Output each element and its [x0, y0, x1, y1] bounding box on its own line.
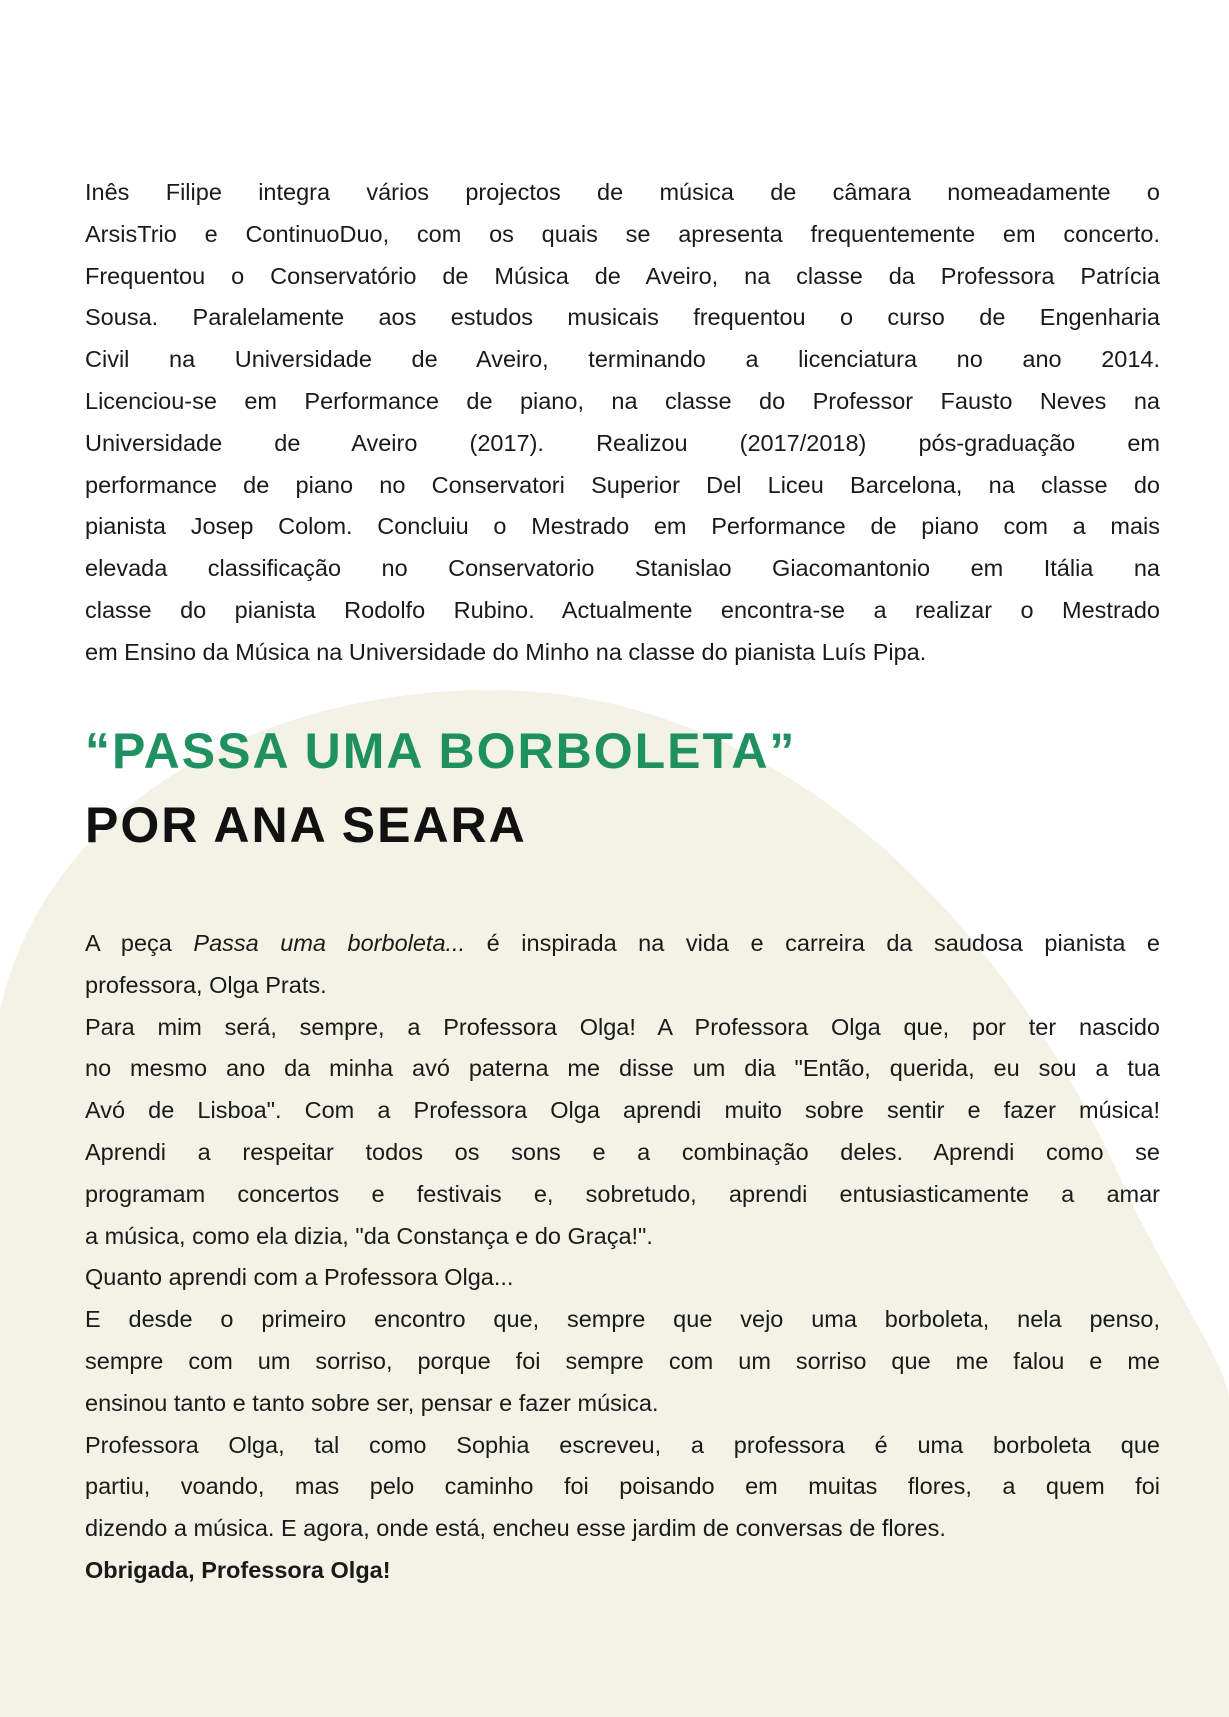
text-span: é inspirada na vida e carreira da saudosa pianista e	[465, 930, 1160, 956]
text-line: E desde o primeiro encontro que, sempre que vejo uma borboleta, nela penso,	[85, 1306, 1160, 1333]
text-line: professora, Olga Prats.	[85, 971, 327, 998]
text-line: ensinou tanto e tanto sobre ser, pensar e fazer música.	[85, 1389, 659, 1416]
text-line: classe do pianista Rodolfo Rubino. Actualmente encontra-se a realizar o Mestrado	[85, 596, 1160, 623]
text-line: Avó de Lisboa". Com a Professora Olga aprendi muito sobre sentir e fazer música!	[85, 1097, 1160, 1124]
section-byline: POR ANA SEARA	[85, 797, 527, 853]
text-line: Civil na Universidade de Aveiro, terminando a licenciatura no ano 2014.	[85, 346, 1160, 373]
text-line: elevada classificação no Conservatorio Stanislao Giacomantonio em Itália na	[85, 555, 1160, 582]
text-line: pianista Josep Colom. Concluiu o Mestrado em Performance de piano com a mais	[85, 513, 1160, 540]
closing-text: Obrigada, Professora Olga!	[85, 1556, 391, 1583]
text-line	[85, 923, 1160, 965]
text-line: em Ensino da Música na Universidade do Minho na classe do pianista Luís Pipa.	[85, 638, 927, 665]
text-line: ArsisTrio e ContinuoDuo, com os quais se apresenta frequentemente em concerto.	[85, 220, 1160, 247]
text-span: A peça	[85, 930, 194, 956]
text-line: Quanto aprendi com a Professora Olga...	[85, 1264, 514, 1291]
text-line: Inês Filipe integra vários projectos de música de câmara nomeadamente o	[85, 179, 1160, 205]
text-line: dizendo a música. E agora, onde está, encheu esse jardim de conversas de flores.	[85, 1515, 946, 1542]
text-line: Sousa. Paralelamente aos estudos musicais frequentou o curso de Engenharia	[85, 304, 1160, 331]
closing-line	[85, 1550, 1160, 1592]
text-line: partiu, voando, mas pelo caminho foi poisando em muitas flores, a quem foi	[85, 1473, 1160, 1500]
text-line: performance de piano no Conservatori Superior Del Liceu Barcelona, na classe do	[85, 471, 1160, 498]
section-title: “PASSA UMA BORBOLETA”	[85, 723, 797, 779]
text-line: Para mim será, sempre, a Professora Olga! A Professora Olga que, por ter nascido	[85, 1013, 1160, 1040]
text-line: programam concertos e festivais e, sobretudo, aprendi entusiasticamente a amar	[85, 1180, 1160, 1207]
text-line: sempre com um sorriso, porque foi sempre com um sorriso que me falou e me	[85, 1347, 1160, 1374]
text-line: Aprendi a respeitar todos os sons e a combinação deles. Aprendi como se	[85, 1138, 1160, 1165]
text-line: Licenciou-se em Performance de piano, na classe do Professor Fausto Neves na	[85, 387, 1160, 414]
text-line: no mesmo ano da minha avó paterna me disse um dia "Então, querida, eu sou a tua	[85, 1055, 1160, 1082]
tribute-text	[85, 923, 1160, 1592]
text-line: a música, como ela dizia, "da Constança e do Graça!".	[85, 1222, 653, 1249]
text-line: Universidade de Aveiro (2017). Realizou (2017/2018) pós-graduação em	[85, 429, 1160, 456]
work-title: Passa uma borboleta...	[193, 930, 466, 956]
text-line: Professora Olga, tal como Sophia escreveu, a professora é uma borboleta que	[85, 1431, 1160, 1458]
bio-paragraph	[85, 172, 1160, 674]
text-line: Frequentou o Conservatório de Música de Aveiro, na classe da Professora Patrícia	[85, 262, 1160, 289]
